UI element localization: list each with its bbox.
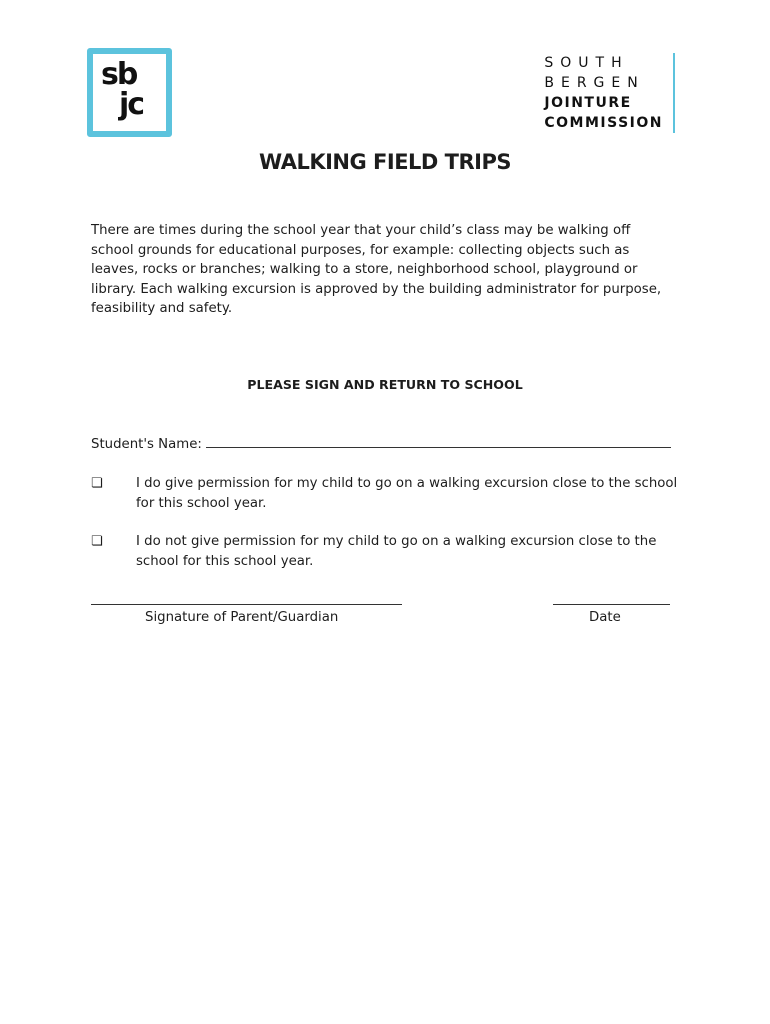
logo-text-jc: jc — [119, 87, 144, 122]
date-line[interactable] — [553, 604, 670, 605]
date-label: Date — [589, 610, 621, 625]
signature-line[interactable] — [91, 604, 402, 605]
permission-yes-text: I do give permission for my child to go on a walking excursion close to the school for this school year. — [136, 476, 678, 511]
signature-label: Signature of Parent/Guardian — [145, 610, 339, 625]
permission-no-text: I do not give permission for my child to go on a walking excursion close to the school for this school year. — [136, 534, 657, 569]
sign-heading: PLEASE SIGN AND RETURN TO SCHOOL — [247, 377, 523, 392]
page-title: WALKING FIELD TRIPS — [258, 150, 511, 174]
org-line-south: SOUTH — [544, 55, 629, 71]
checkbox-icon[interactable]: ❏ — [91, 534, 103, 549]
organization-name — [544, 53, 675, 133]
org-line-jointure: JOINTURE — [544, 95, 632, 111]
student-name-line[interactable] — [206, 435, 671, 448]
intro-paragraph: There are times during the school year that your child’s class may be walking off school grounds for educational purposes, for example: collecting objects such as leaves, rocks or branches; walking to a store, neighborhood school, playground or library. Each walking excursion is approved by the building administrator for purpose, feasibility and safety. — [91, 223, 662, 317]
org-line-bergen: BERGEN — [544, 75, 645, 91]
checkbox-icon[interactable]: ❏ — [91, 476, 103, 491]
student-name-field[interactable] — [91, 435, 671, 452]
logo-text-sb: sb — [101, 57, 137, 92]
sbjc-logo — [87, 48, 172, 137]
student-name-label: Student's Name: — [91, 437, 202, 452]
org-line-commission: COMMISSION — [544, 115, 663, 131]
